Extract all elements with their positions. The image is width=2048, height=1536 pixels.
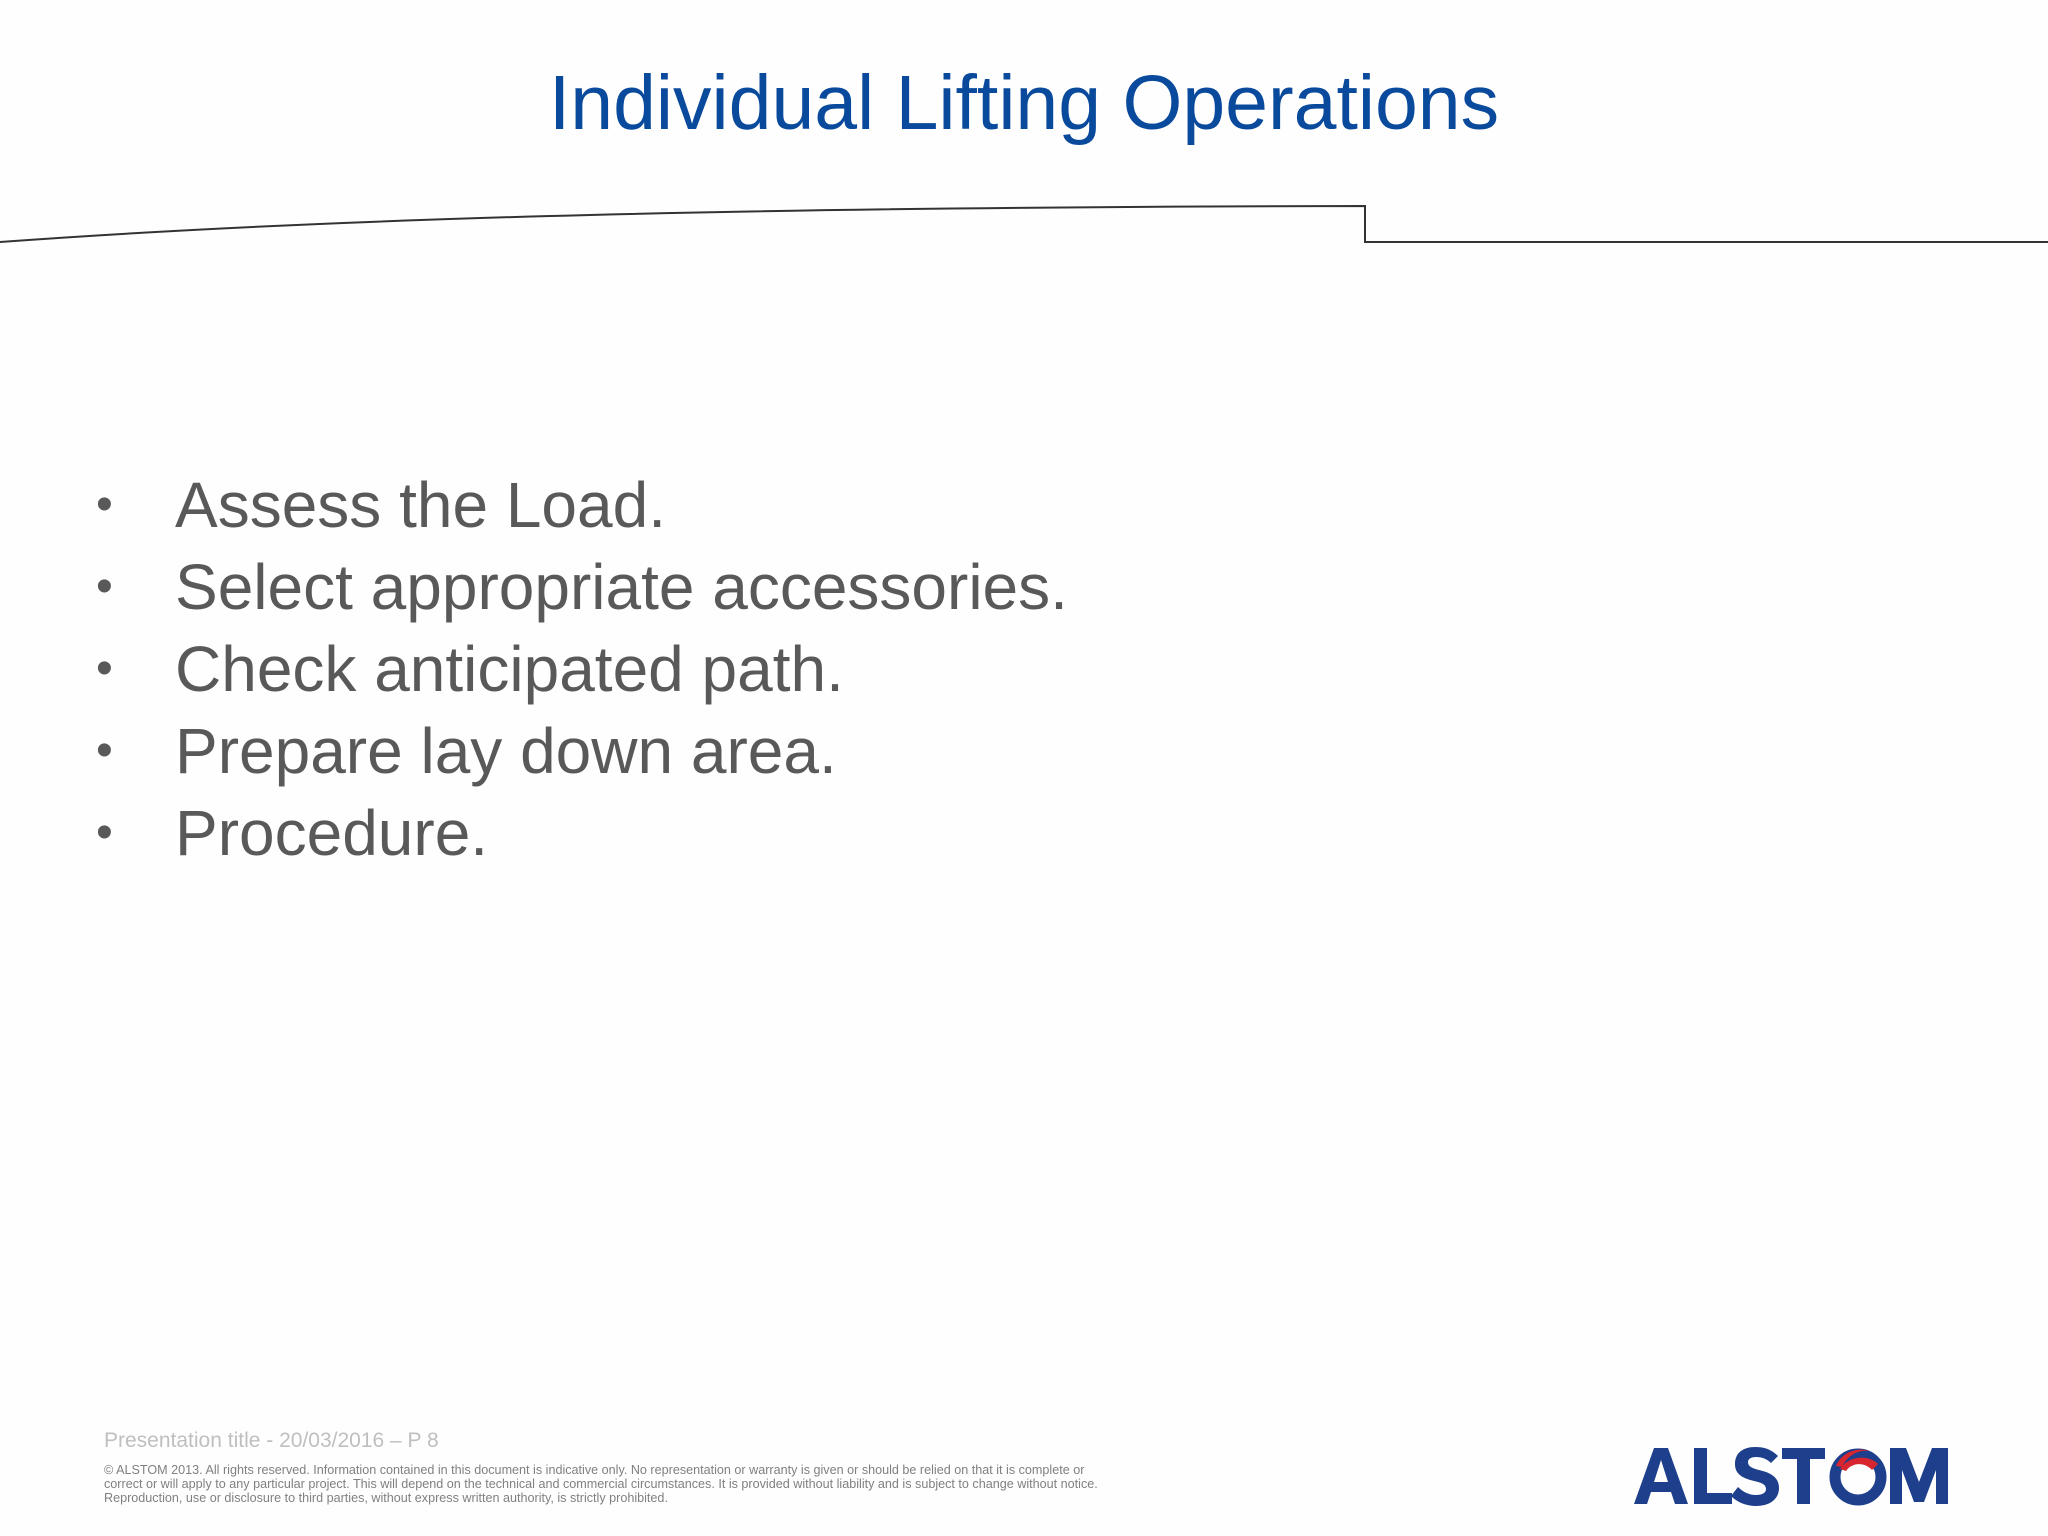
header-divider-line xyxy=(0,195,2048,265)
bullet-item xyxy=(96,628,1068,710)
bullet-text: Procedure. xyxy=(175,797,489,869)
alstom-logo-icon xyxy=(1632,1440,1952,1510)
bullet-dot-icon: • xyxy=(96,806,113,859)
footer-presentation-line: Presentation title - 20/03/2016 – P 8 xyxy=(104,1429,439,1452)
bullet-item xyxy=(96,792,1068,874)
bullet-dot-icon: • xyxy=(96,724,113,777)
bullet-text: Assess the Load. xyxy=(175,469,666,541)
footer-legal-text: © ALSTOM 2013. All rights reserved. Information contained in this document is indicative only. No representation or warranty is given or should be relied on that it is complete or correct or will apply to any particular project. This will depend on the technical and commercial circumstances. It is provided without liability and is subject to change without notice. Reproduction, use or disclosure to third parties, without express written authority, is strictly prohibited. xyxy=(104,1463,1098,1505)
bullet-list xyxy=(96,464,1068,874)
bullet-dot-icon: • xyxy=(96,560,113,613)
slide-title: Individual Lifting Operations xyxy=(548,60,1500,146)
bullet-text: Prepare lay down area. xyxy=(175,715,837,787)
bullet-text: Select appropriate accessories. xyxy=(175,551,1068,623)
bullet-dot-icon: • xyxy=(96,642,113,695)
bullet-text: Check anticipated path. xyxy=(175,633,844,705)
bullet-item xyxy=(96,464,1068,546)
bullet-dot-icon: • xyxy=(96,478,113,531)
bullet-item xyxy=(96,546,1068,628)
bullet-item xyxy=(96,710,1068,792)
